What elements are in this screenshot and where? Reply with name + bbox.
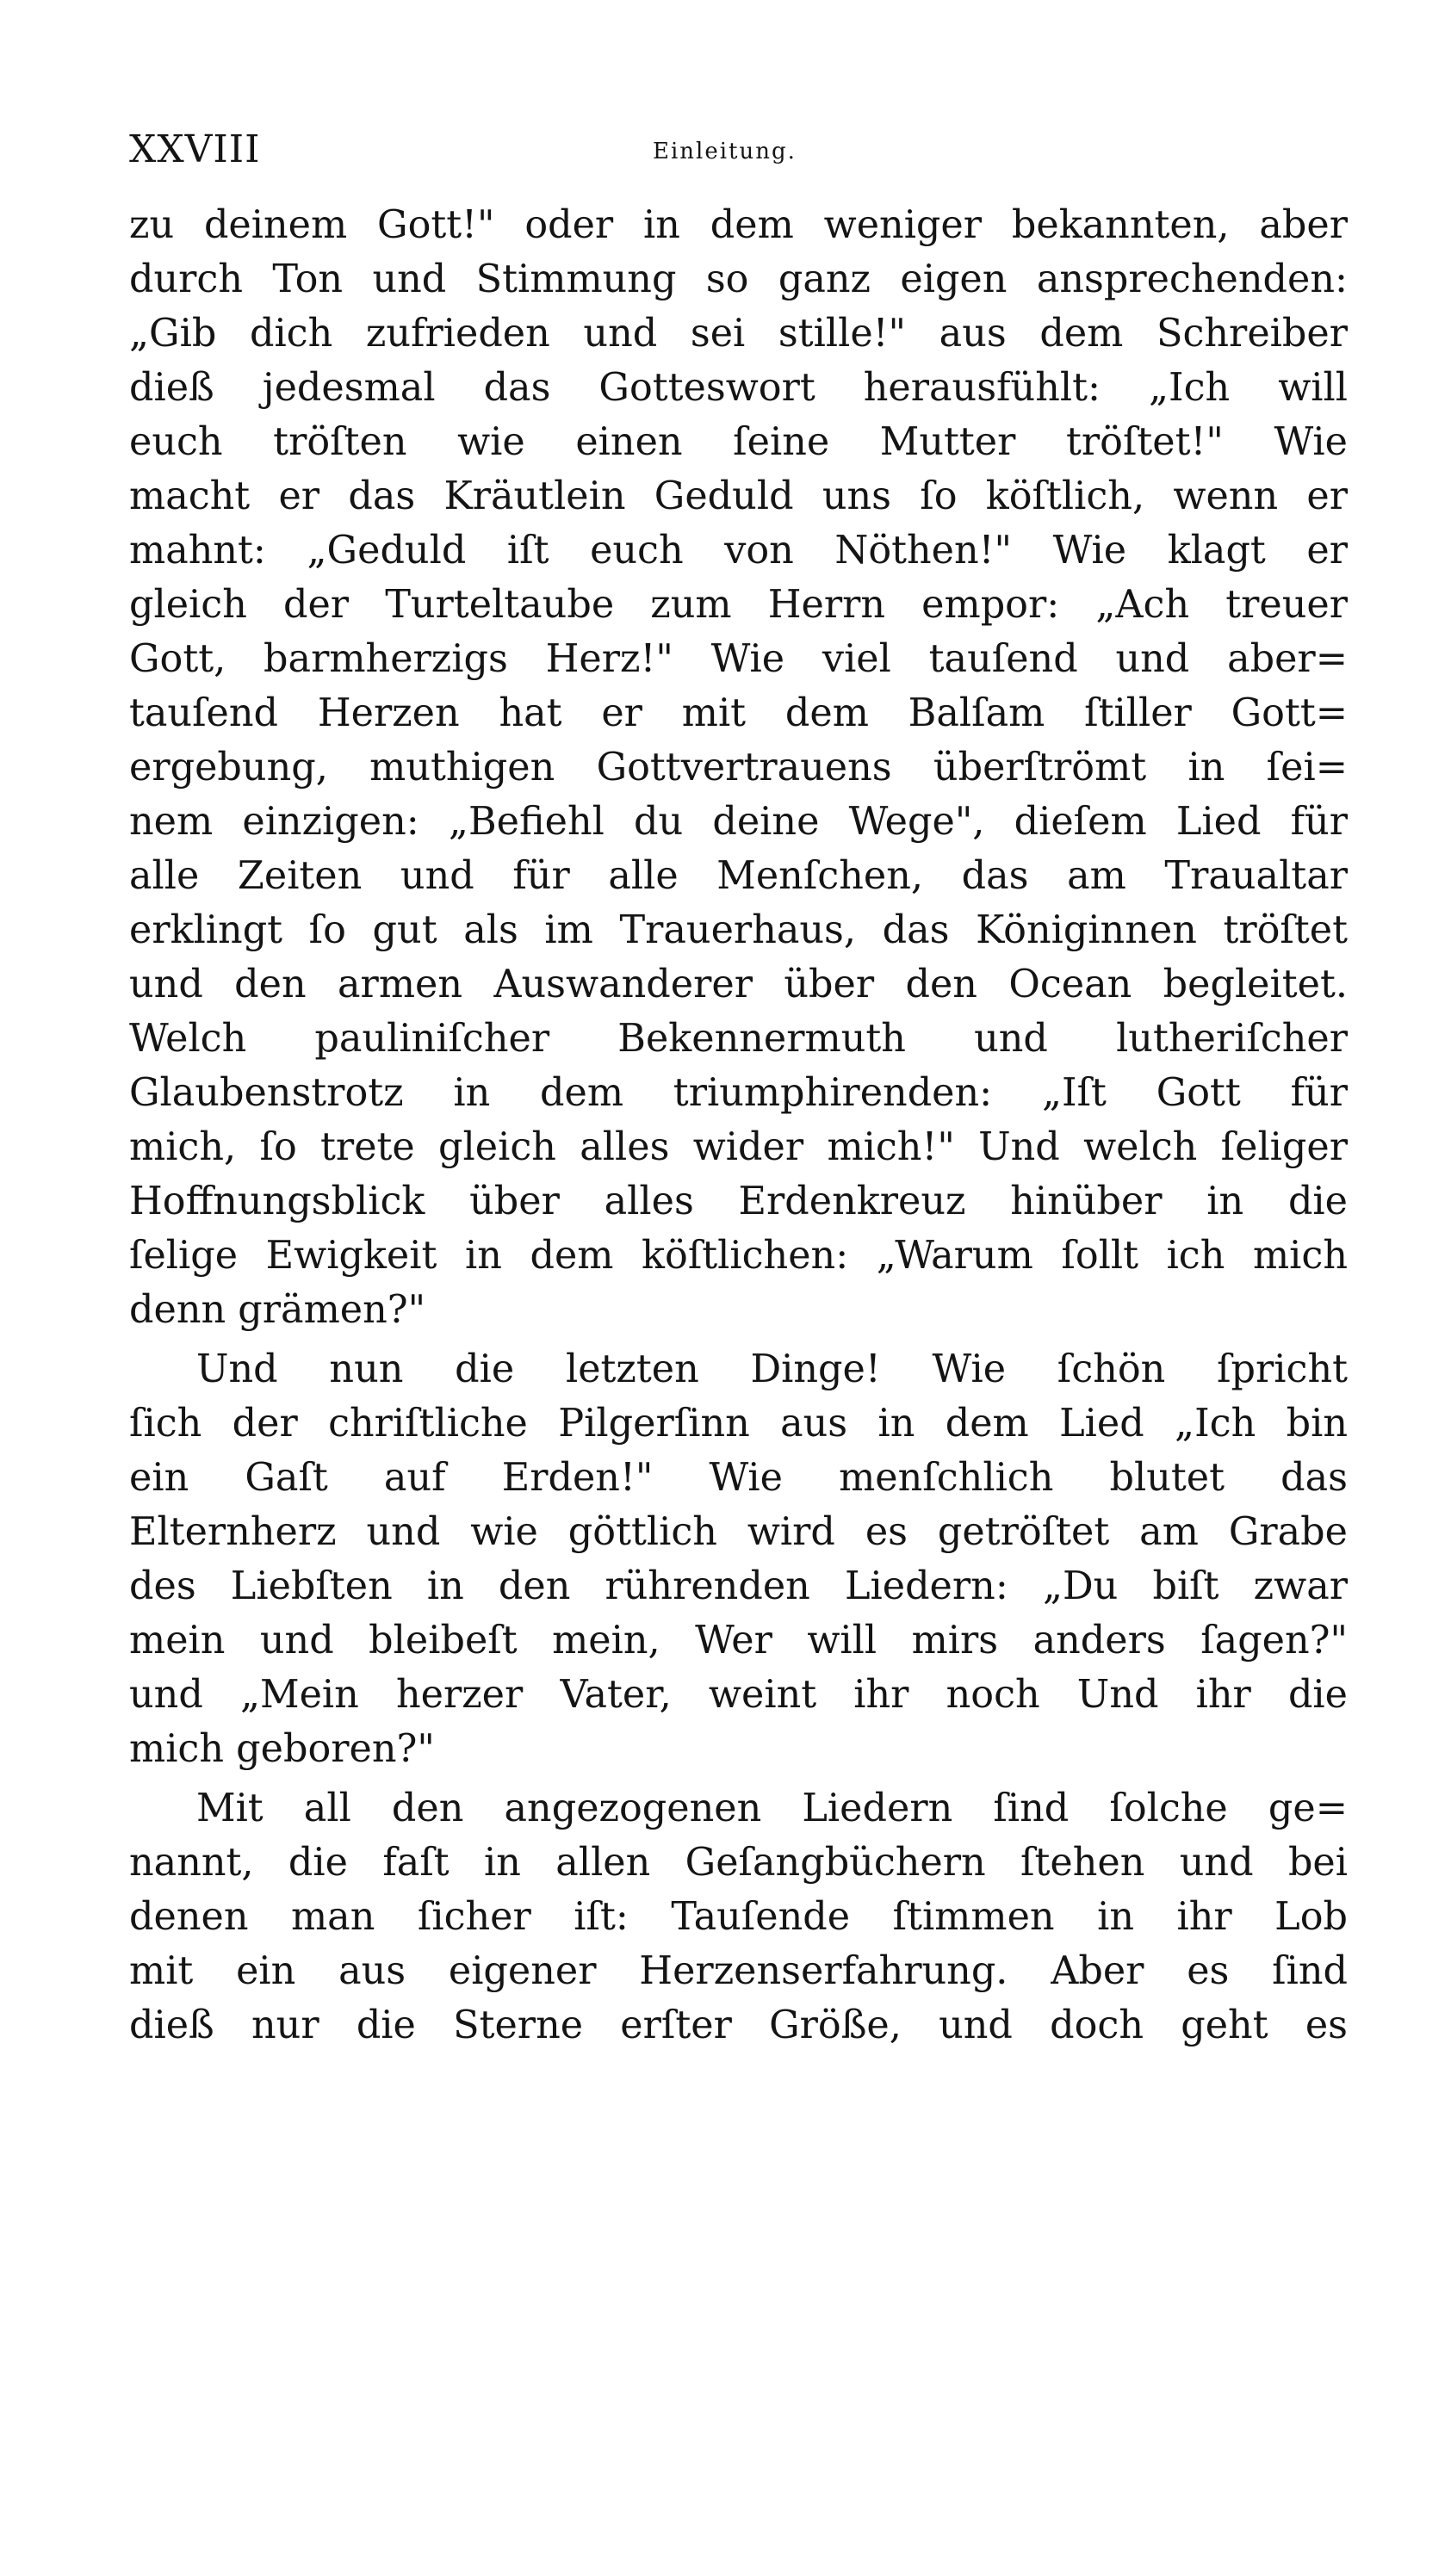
text-line: gleich der Turteltaube zum Herrn empor: „Ach treuer [129,583,1348,627]
text-line: denen man ſicher iſt: Tauſende ſtimmen in ihr Lob [129,1895,1348,1939]
running-head: Einleitung. [653,139,797,164]
text-line: erklingt ſo gut als im Trauerhaus, das Königinnen tröſtet [129,908,1348,952]
text-line: und „Mein herzer Vater, weint ihr noch Und ihr die [129,1673,1348,1717]
text-line: macht er das Kräutlein Geduld uns ſo köſtlich, wenn er [129,474,1348,518]
text-line: und den armen Auswanderer über den Ocean begleitet. [129,963,1348,1006]
page-number: XXVIII [129,127,261,171]
text-line: mich geboren?" [129,1727,435,1771]
text-line: alle Zeiten und für alle Menſchen, das am Traualtar [129,854,1348,898]
text-line: ergebung, muthigen Gottvertrauens überſtrömt in ſei= [129,746,1348,790]
text-line: Welch pauliniſcher Bekennermuth und lutheriſcher [129,1017,1348,1061]
text-line: Mit all den angezogenen Liedern ſind ſolche ge= [196,1786,1348,1830]
text-line: dieß nur die Sterne erſter Größe, und doch geht es [129,2003,1348,2047]
text-line: durch Ton und Stimmung so ganz eigen ansprechenden: [129,257,1348,301]
text-line: ein Gaſt auf Erden!" Wie menſchlich blutet das [129,1456,1348,1500]
text-line: Hoffnungsblick über alles Erdenkreuz hinüber in die [129,1180,1348,1223]
text-line: nannt, die faſt in allen Geſangbüchern ſtehen und bei [129,1841,1348,1885]
text-line: denn grämen?" [129,1288,426,1332]
text-line: „Gib dich zufrieden und sei stille!" aus dem Schreiber [129,312,1348,356]
text-line: mich, ſo trete gleich alles wider mich!" Und welch ſeliger [129,1125,1348,1169]
text-line: nem einzigen: „Befiehl du deine Wege", dieſem Lied für [129,800,1348,844]
text-line: dieß jedesmal das Gotteswort herausfühlt: „Ich will [129,366,1348,410]
text-line: ſelige Ewigkeit in dem köſtlichen: „Warum ſollt ich mich [129,1234,1348,1278]
text-line: mahnt: „Geduld iſt euch von Nöthen!" Wie klagt er [129,529,1348,573]
text-line: mein und bleibeſt mein, Wer will mirs anders ſagen?" [129,1619,1348,1663]
text-line: euch tröſten wie einen ſeine Mutter tröſtet!" Wie [129,420,1348,464]
text-line: Elternherz und wie göttlich wird es getröſtet am Grabe [129,1510,1348,1554]
text-line: mit ein aus eigener Herzenserfahrung. Aber es ſind [129,1949,1348,1993]
text-line: Und nun die letzten Dinge! Wie ſchön ſpricht [196,1347,1348,1391]
text-line: des Liebſten in den rührenden Liedern: „Du biſt zwar [129,1564,1348,1608]
text-line: tauſend Herzen hat er mit dem Balſam ſtiller Gott= [129,691,1348,735]
text-line: zu deinem Gott!" oder in dem weniger bekannten, aber [129,203,1348,247]
text-line: Glaubenstrotz in dem triumphirenden: „Iſt Gott für [129,1071,1348,1115]
text-line: Gott, barmherzigs Herz!" Wie viel tauſend und aber= [129,637,1348,681]
text-line: ſich der chriſtliche Pilgerſinn aus in dem Lied „Ich bin [129,1402,1348,1446]
